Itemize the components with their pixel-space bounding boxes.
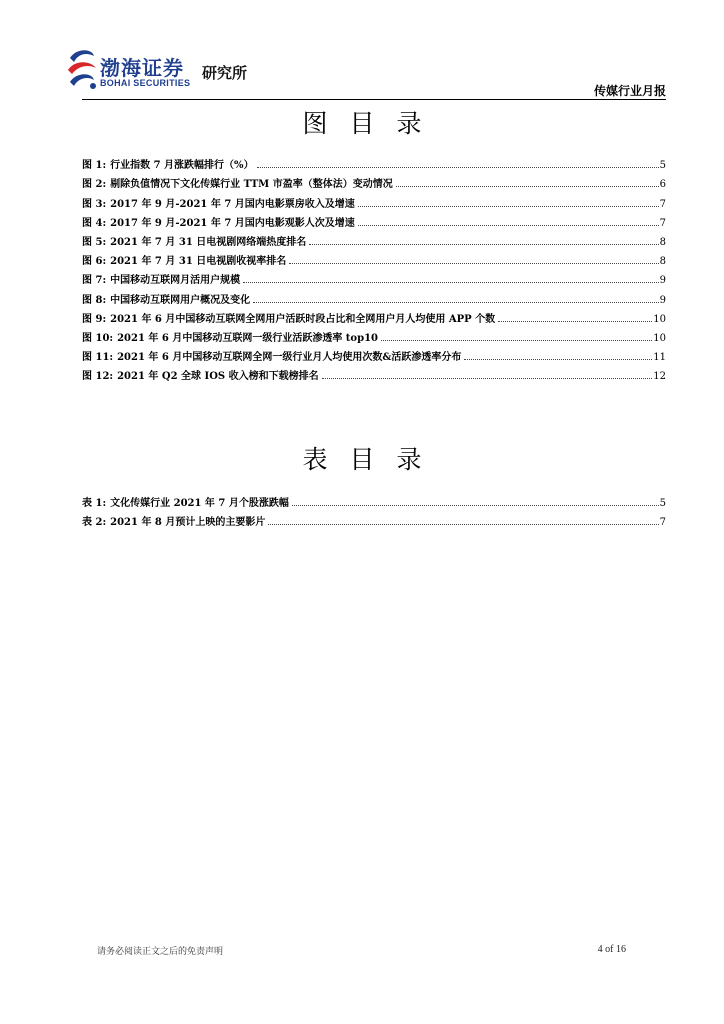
toc-dot-leader — [309, 244, 658, 245]
toc-dot-leader — [322, 378, 653, 379]
tables-toc-title: 表目录 — [302, 445, 444, 474]
toc-entry-label: 图 12: — [82, 371, 114, 383]
institute-name: 研究所 — [202, 64, 248, 82]
tables-toc-list — [82, 490, 666, 528]
figure-toc-entry[interactable] — [82, 306, 666, 325]
figure-toc-entry[interactable] — [82, 286, 666, 305]
toc-entry-title: 2021 年 7 月 31 日电视剧收视率排名 — [110, 256, 287, 268]
toc-entry-label: 表 1: — [82, 498, 107, 510]
toc-entry-label: 图 2: — [82, 179, 107, 191]
toc-entry-title: 剔除负值情况下文化传媒行业 TTM 市盈率（整体法）变动情况 — [110, 179, 393, 191]
toc-entry-page: 5 — [659, 498, 666, 510]
toc-entry-label: 图 11: — [82, 352, 114, 364]
toc-entry-title: 文化传媒行业 2021 年 7 月个股涨跌幅 — [110, 498, 289, 510]
figure-toc-entry[interactable] — [82, 248, 666, 267]
figure-toc-entry[interactable] — [82, 229, 666, 248]
figure-toc-entry[interactable] — [82, 190, 666, 209]
toc-entry-title: 2021 年 Q2 全球 IOS 收入榜和下载榜排名 — [117, 371, 319, 383]
toc-dot-leader — [498, 321, 652, 322]
toc-entry-label: 图 8: — [82, 294, 107, 306]
toc-entry-page: 5 — [659, 160, 666, 172]
toc-entry-title: 2017 年 9 月-2021 年 7 月国内电影观影人次及增速 — [110, 217, 355, 229]
figure-toc-entry[interactable] — [82, 363, 666, 382]
toc-dot-leader — [268, 524, 658, 525]
toc-dot-leader — [253, 302, 658, 303]
bohai-wave-logo-icon — [66, 48, 98, 92]
bohai-securities-logo — [66, 48, 266, 98]
disclaimer-note: 请务必阅读正文之后的免责声明 — [97, 947, 224, 957]
toc-entry-label: 图 7: — [82, 275, 107, 287]
toc-entry-page: 6 — [659, 179, 666, 191]
toc-entry-title: 中国移动互联网用户概况及变化 — [110, 294, 251, 306]
figure-toc-entry[interactable] — [82, 210, 666, 229]
toc-dot-leader — [358, 225, 659, 226]
toc-entry-page: 10 — [653, 332, 666, 344]
figures-toc-title: 图目录 — [302, 109, 444, 138]
toc-entry-page: 9 — [659, 294, 666, 306]
page-number: 4 of 16 — [597, 944, 626, 955]
toc-dot-leader — [292, 505, 659, 506]
toc-entry-label: 图 3: — [82, 198, 107, 210]
figure-toc-entry[interactable] — [82, 171, 666, 190]
figure-toc-entry[interactable] — [82, 344, 666, 363]
toc-entry-label: 图 6: — [82, 256, 107, 268]
figure-toc-entry[interactable] — [82, 152, 666, 171]
report-type: 传媒行业月报 — [593, 84, 666, 98]
toc-dot-leader — [243, 282, 658, 283]
table-toc-entry[interactable] — [82, 509, 666, 528]
toc-entry-title: 2021 年 6 月中国移动互联网一级行业活跃渗透率 top10 — [117, 332, 379, 344]
toc-entry-title: 2021 年 7 月 31 日电视剧网络端热度排名 — [110, 236, 307, 248]
toc-entry-page: 11 — [653, 352, 666, 364]
toc-dot-leader — [381, 340, 652, 341]
toc-entry-label: 表 2: — [82, 517, 107, 529]
toc-entry-page: 8 — [659, 236, 666, 248]
toc-entry-label: 图 5: — [82, 236, 107, 248]
toc-dot-leader — [289, 263, 658, 264]
toc-dot-leader — [464, 359, 652, 360]
toc-entry-page: 10 — [653, 313, 666, 325]
toc-entry-page: 9 — [659, 275, 666, 287]
figure-toc-entry[interactable] — [82, 267, 666, 286]
toc-entry-title: 2021 年 6 月中国移动互联网全网一级行业月人均使用次数&活跃渗透率分布 — [117, 352, 462, 364]
toc-entry-label: 图 9: — [82, 313, 107, 325]
toc-entry-label: 图 10: — [82, 332, 114, 344]
toc-entry-title: 2021 年 8 月预计上映的主要影片 — [110, 517, 266, 529]
logo-english-name: BOHAI SECURITIES — [100, 78, 191, 88]
toc-dot-leader — [396, 186, 659, 187]
figure-toc-entry[interactable] — [82, 325, 666, 344]
toc-entry-page: 7 — [659, 517, 666, 529]
header-divider — [82, 99, 666, 100]
logo-chinese-name: 渤海证券 — [100, 56, 184, 80]
toc-entry-page: 8 — [659, 256, 666, 268]
table-toc-entry[interactable] — [82, 490, 666, 509]
toc-entry-page: 7 — [659, 198, 666, 210]
toc-entry-page: 7 — [659, 217, 666, 229]
toc-entry-label: 图 4: — [82, 217, 107, 229]
toc-entry-title: 行业指数 7 月涨跌幅排行（%） — [110, 160, 254, 172]
toc-entry-page: 12 — [653, 371, 666, 383]
toc-dot-leader — [358, 206, 659, 207]
toc-dot-leader — [257, 167, 659, 168]
toc-entry-label: 图 1: — [82, 160, 107, 172]
toc-entry-title: 中国移动互联网月活用户规模 — [110, 275, 241, 287]
toc-entry-title: 2021 年 6 月中国移动互联网全网用户活跃时段占比和全网用户月人均使用 APP 个数 — [110, 313, 496, 325]
figures-toc-list — [82, 152, 666, 382]
toc-entry-title: 2017 年 9 月-2021 年 7 月国内电影票房收入及增速 — [110, 198, 355, 210]
